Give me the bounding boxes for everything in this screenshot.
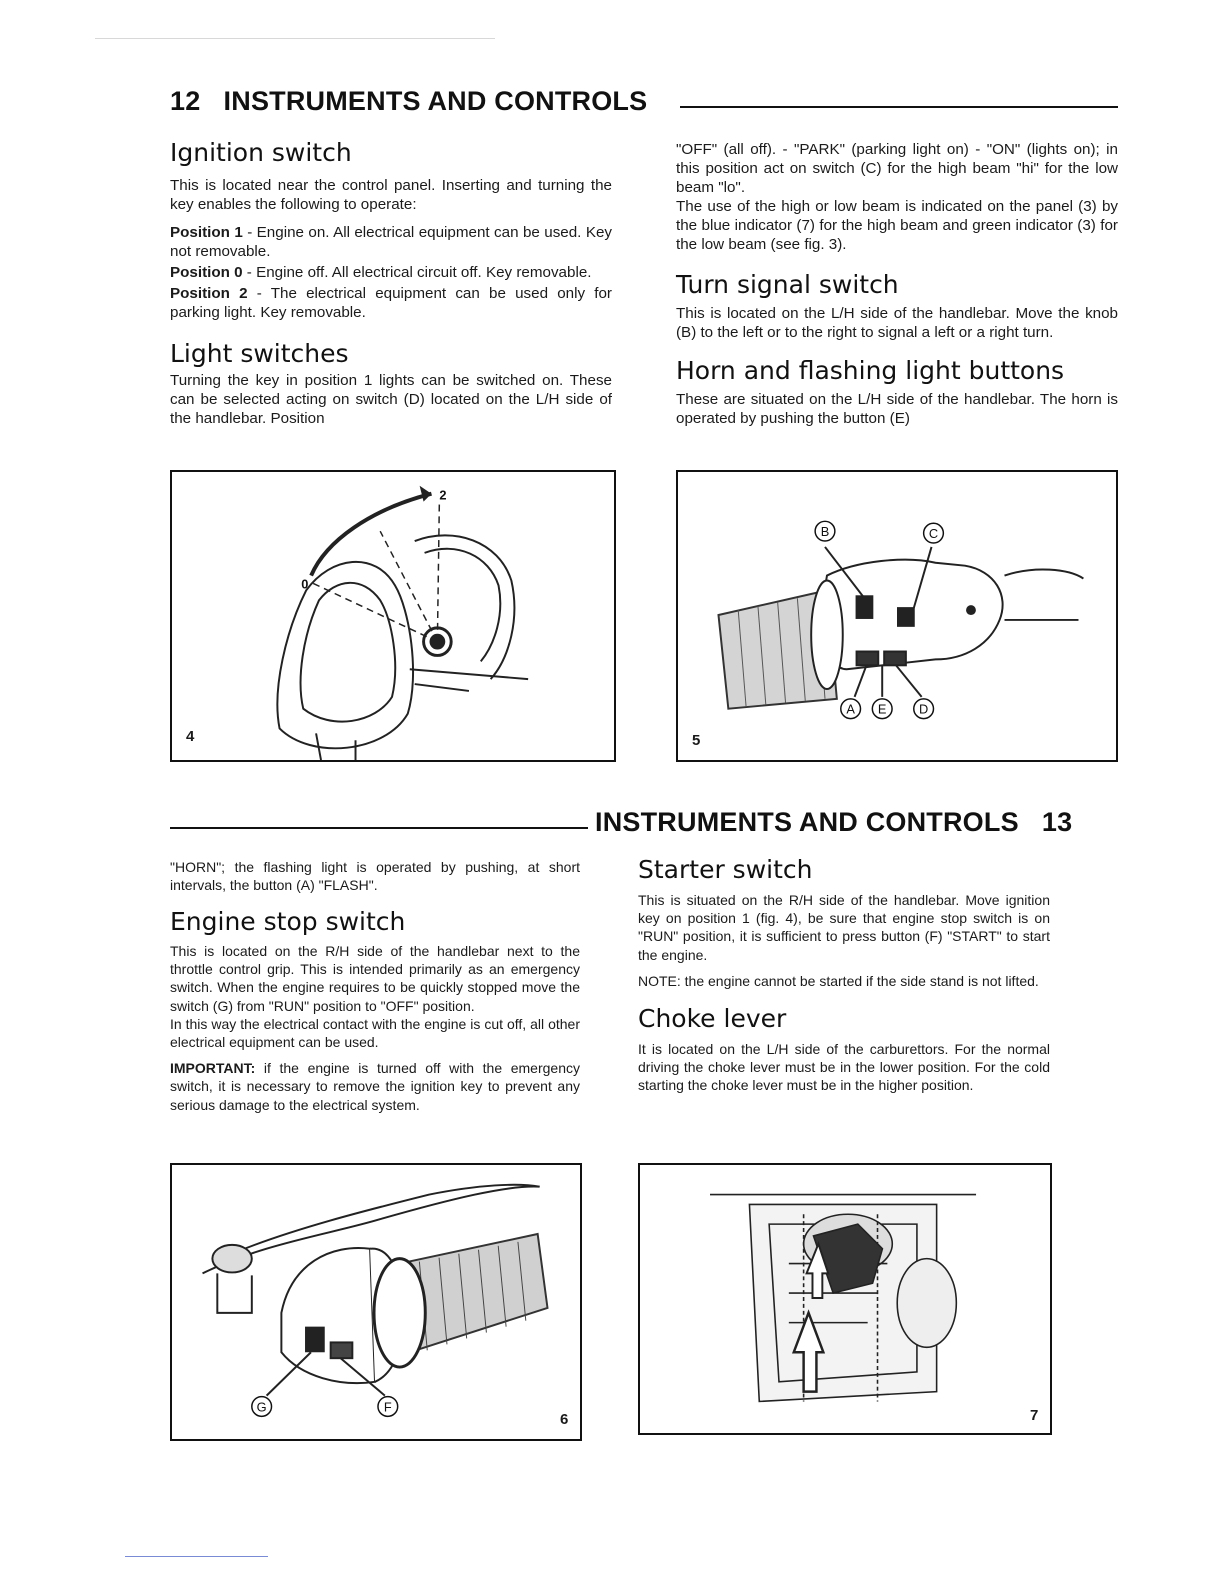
choke-text: It is located on the L/H side of the carburettors. For the normal driving the choke lever must be in the lower position. For the cold starting the choke lever must be in the higher position. [638, 1041, 1050, 1094]
position-2-text: - The electrical equipment can be used only for parking light. Key removable. [170, 285, 612, 321]
turn-signal-text: This is located on the L/H side of the handlebar. Move the knob (B) to the left or to the right to signal a left or a right turn. [676, 305, 1118, 341]
top-right-column [676, 140, 1118, 428]
position-0-label: Position 0 [170, 264, 243, 281]
figure-4-ignition-key [170, 470, 616, 762]
ignition-position-0 [170, 263, 612, 282]
figure-6-right-switches [170, 1163, 582, 1441]
ignition-position-1 [170, 223, 612, 261]
position-1-text: - Engine on. All electrical equipment can be used. Key not removable. [170, 224, 612, 260]
scan-edge-line [95, 38, 495, 39]
engine-stop-text-1: This is located on the R/H side of the handlebar next to the throttle control grip. This is intended primarily as an emergency switch. When the engine requires to be quickly stopped move the switch (G) from "RUN" position to "OFF" position. [170, 943, 580, 1014]
section-title-engine-stop: Engine stop switch [170, 907, 406, 936]
section-title-starter: Starter switch [638, 855, 813, 884]
top-left-column [170, 138, 612, 428]
bottom-right-column [638, 855, 1050, 1095]
choke-illustration [640, 1165, 1050, 1433]
position-0-text: - Engine off. All electrical circuit off. Key removable. [242, 264, 592, 281]
light-positions-text: "OFF" (all off). - "PARK" (parking light on) - "ON" (lights on); in this position act on switch (C) for the high beam "hi" for the low beam "lo". [676, 141, 1118, 196]
ignition-position-2 [170, 284, 612, 322]
engine-stop-text-2: In this way the electrical contact with the engine is cut off, all other electrical equipment can be used. [170, 1015, 580, 1051]
figure-6-number: 6 [560, 1411, 569, 1428]
section-title-choke: Choke lever [638, 1004, 787, 1034]
horn-text: These are situated on the L/H side of the handlebar. The horn is operated by pushing the button (E) [676, 391, 1118, 427]
page-number-13: 13 [1041, 807, 1073, 837]
starter-note: NOTE: the engine cannot be started if the side stand is not lifted. [638, 972, 1039, 989]
fig5-label-a: A [846, 701, 855, 717]
section-title-horn: Horn and flashing light buttons [676, 356, 1065, 385]
position-1-label: Position 1 [170, 224, 243, 241]
fig4-mark-0: 0 [301, 576, 309, 592]
header-title-bottom: INSTRUMENTS AND CONTROLS [595, 807, 1019, 837]
header-rule-bottom [170, 827, 588, 829]
starter-text: This is situated on the R/H side of the handlebar. Move ignition key on position 1 (fig. 4), be sure that engine stop switch is on "RUN" position, it is sufficient to press button (F) "START" to start the engine. [638, 892, 1050, 963]
horn-flash-text: "HORN"; the flashing light is operated by pushing, at short intervals, the button (A) "FLASH". [170, 859, 580, 893]
ignition-intro: This is located near the control panel. Inserting and turning the key enables the following to operate: [170, 177, 612, 213]
left-switches-illustration [678, 472, 1116, 760]
important-label: IMPORTANT: [170, 1060, 256, 1077]
fig6-label-f: F [383, 1399, 392, 1415]
header-title-top: INSTRUMENTS AND CONTROLS [223, 86, 648, 116]
fig5-label-c: C [928, 526, 939, 542]
fig5-label-e: E [877, 701, 887, 717]
figure-7-number: 7 [1030, 1407, 1039, 1424]
important-text: if the engine is turned off with the emergency switch, it is necessary to remove the ignition key to prevent any serious damage to the electrical system. [170, 1060, 580, 1113]
section-title-ignition: Ignition switch [170, 138, 352, 167]
right-switches-illustration [172, 1165, 580, 1439]
figure-7-choke [638, 1163, 1052, 1435]
fig6-label-g: G [256, 1399, 267, 1415]
figure-5-left-switches [676, 470, 1118, 762]
page-number-12: 12 [170, 86, 201, 116]
fig5-label-b: B [820, 524, 830, 540]
page-header-top [170, 86, 647, 117]
engine-stop-important [170, 1059, 580, 1114]
light-text: Turning the key in position 1 lights can be switched on. These can be selected acting on switch (D) located on the L/H side of the handlebar. Position [170, 372, 612, 427]
beam-indicator-text: The use of the high or low beam is indicated on the panel (3) by the blue indicator (7) for the high beam and green indicator (3) for the low beam (see fig. 3). [676, 198, 1118, 253]
scan-edge-line-bottom [125, 1556, 268, 1557]
fig5-label-d: D [918, 701, 929, 717]
section-title-light: Light switches [170, 339, 349, 368]
fig4-mark-2: 2 [439, 487, 447, 503]
page-header-bottom [595, 807, 1072, 838]
figure-4-number: 4 [186, 728, 195, 745]
ignition-illustration [172, 472, 614, 760]
position-2-label: Position 2 [170, 285, 248, 302]
figure-5-number: 5 [692, 732, 701, 749]
header-rule-top [680, 106, 1118, 108]
bottom-left-column [170, 858, 580, 1114]
section-title-turn-signal: Turn signal switch [676, 270, 899, 299]
